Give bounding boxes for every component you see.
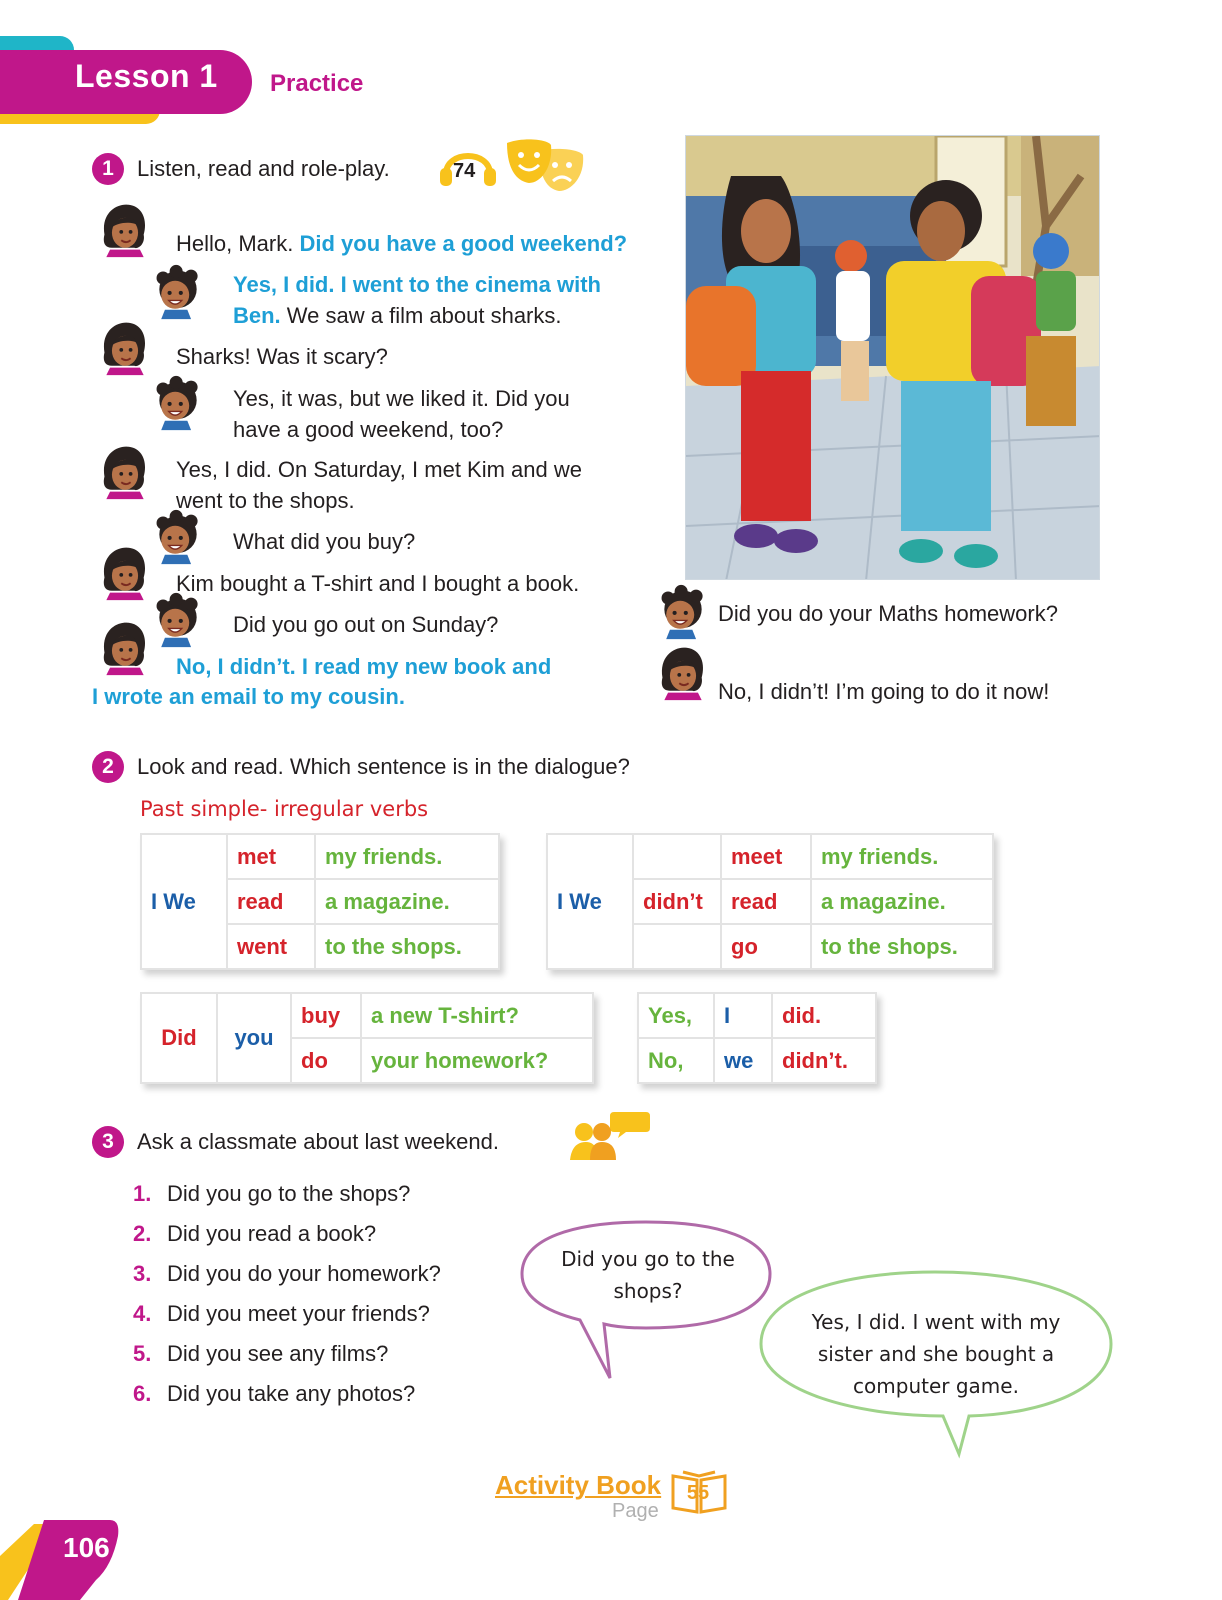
table-cell-empty xyxy=(633,924,721,969)
list-item-text: Did you see any films? xyxy=(167,1341,389,1366)
bubble-line: shops? xyxy=(613,1279,683,1303)
girl-speaker-icon xyxy=(97,543,153,603)
table-cell-object: to the shops. xyxy=(315,924,499,969)
dialogue-highlight: Did you have a good weekend? xyxy=(299,231,628,256)
dialogue-text: Hello, Mark. xyxy=(176,231,300,256)
list-item-number: 6. xyxy=(133,1381,152,1406)
table-cell-object: a magazine. xyxy=(315,879,499,924)
activity-book-page-label: Page xyxy=(612,1500,659,1522)
list-item-number: 3. xyxy=(133,1261,152,1286)
activity-book-link[interactable]: Activity Book xyxy=(495,1470,662,1500)
grammar-table-question xyxy=(140,992,594,1084)
task-number: 1 xyxy=(92,153,124,185)
list-item xyxy=(133,1174,441,1214)
list-item-text: Did you do your homework? xyxy=(167,1261,441,1286)
table-cell-verb: read xyxy=(721,879,811,924)
activity-book-page-number: 55 xyxy=(686,1482,710,1504)
dialogue-line: Sharks! Was it scary? xyxy=(176,344,388,369)
dialogue-text: Yes, I did. On Saturday, I met Kim and we xyxy=(176,457,582,482)
table-cell-answer: No, xyxy=(638,1038,714,1083)
dialogue-line xyxy=(176,228,627,259)
task-number: 2 xyxy=(92,751,124,783)
table-cell-verb: buy xyxy=(291,993,361,1038)
dialogue-line xyxy=(233,269,601,331)
speech-bubble-question-text xyxy=(538,1243,758,1307)
list-item-number: 5. xyxy=(133,1341,152,1366)
dialogue-line: Kim bought a T-shirt and I bought a book. xyxy=(176,571,580,596)
table-cell-subject: I xyxy=(714,993,772,1038)
boy-speaker-icon xyxy=(150,373,206,433)
table-cell-object: to the shops. xyxy=(811,924,993,969)
dialogue-text: We saw a film about sharks. xyxy=(280,303,562,328)
school-corridor-illustration xyxy=(685,135,1100,580)
list-item xyxy=(133,1374,441,1414)
dialogue-line: What did you buy? xyxy=(233,529,416,554)
table-cell-subject: we xyxy=(714,1038,772,1083)
dialogue-line: Did you go out on Sunday? xyxy=(233,612,499,637)
table-cell-subject: you xyxy=(217,993,291,1083)
table-cell-verb: go xyxy=(721,924,811,969)
table-cell-answer: Yes, xyxy=(638,993,714,1038)
girl-speaker-icon xyxy=(97,618,153,678)
table-cell-object: my friends. xyxy=(315,834,499,879)
list-item-number: 4. xyxy=(133,1301,152,1326)
audio-track-number: 74 xyxy=(453,160,476,182)
list-item xyxy=(133,1254,441,1294)
dialogue-highlight: No, I didn’t. I read my new book and xyxy=(176,654,552,679)
girl-speaker-icon xyxy=(97,442,153,502)
dialogue-highlight: Yes, I did. I went to the cinema with xyxy=(233,272,601,297)
bubble-line: Yes, I did. I went with my xyxy=(811,1310,1061,1334)
list-item-text: Did you read a book? xyxy=(167,1221,377,1246)
girl-speaker-icon xyxy=(655,643,711,703)
dialogue-text: went to the shops. xyxy=(176,488,355,513)
dialogue-text: have a good weekend, too? xyxy=(233,417,504,442)
dialogue-text: Yes, it was, but we liked it. Did you xyxy=(233,386,570,411)
list-item-text: Did you take any photos? xyxy=(167,1381,416,1406)
question-list xyxy=(133,1174,441,1414)
table-cell-aux: didn’t xyxy=(633,879,721,924)
table-cell-object: a new T-shirt? xyxy=(361,993,593,1038)
table-cell-verb: went xyxy=(227,924,315,969)
table-cell-verb: do xyxy=(291,1038,361,1083)
dialogue-highlight: Ben. xyxy=(233,303,281,328)
boy-speaker-icon xyxy=(150,590,206,650)
table-cell-verb: read xyxy=(227,879,315,924)
list-item xyxy=(133,1334,441,1374)
task-instruction: Listen, read and role-play. xyxy=(137,156,390,181)
table-cell-subject: I We xyxy=(141,834,227,969)
grammar-label: Past simple- irregular verbs xyxy=(140,797,429,821)
girl-speaker-icon xyxy=(97,318,153,378)
list-item-text: Did you meet your friends? xyxy=(167,1301,430,1326)
picture-dialogue-line: Did you do your Maths homework? xyxy=(718,601,1058,626)
boy-speaker-icon xyxy=(655,582,711,642)
bubble-line: Did you go to the xyxy=(561,1247,735,1271)
task-instruction: Look and read. Which sentence is in the dialogue? xyxy=(137,754,630,779)
table-cell-object: a magazine. xyxy=(811,879,993,924)
girl-speaker-icon xyxy=(97,200,153,260)
table-cell-object: your homework? xyxy=(361,1038,593,1083)
table-cell-aux: Did xyxy=(141,993,217,1083)
dialogue-highlight: I wrote an email to my cousin. xyxy=(92,684,405,709)
page-number: 106 xyxy=(63,1532,110,1563)
list-item-text: Did you go to the shops? xyxy=(167,1181,411,1206)
table-cell-verb: met xyxy=(227,834,315,879)
list-item xyxy=(133,1214,441,1254)
pair-talk-icon xyxy=(570,1110,650,1162)
boy-speaker-icon xyxy=(150,262,206,322)
dialogue-line xyxy=(176,454,582,516)
picture-dialogue-line: No, I didn’t! I’m going to do it now! xyxy=(718,679,1050,704)
table-cell-aux: did. xyxy=(772,993,876,1038)
table-cell-subject: I We xyxy=(547,834,633,969)
dialogue-line xyxy=(233,383,570,445)
list-item-number: 1. xyxy=(133,1181,152,1206)
bubble-line: computer game. xyxy=(853,1374,1019,1398)
task-number: 3 xyxy=(92,1126,124,1158)
lesson-title: Lesson 1 xyxy=(75,58,218,94)
boy-speaker-icon xyxy=(150,507,206,567)
grammar-table-affirmative xyxy=(140,833,500,970)
grammar-table-short-answers xyxy=(637,992,877,1084)
table-cell-object: my friends. xyxy=(811,834,993,879)
list-item-number: 2. xyxy=(133,1221,152,1246)
list-item xyxy=(133,1294,441,1334)
table-cell-aux: didn’t. xyxy=(772,1038,876,1083)
table-cell-empty xyxy=(633,834,721,879)
grammar-table-negative xyxy=(546,833,994,970)
bubble-line: sister and she bought a xyxy=(817,1342,1055,1366)
task-instruction: Ask a classmate about last weekend. xyxy=(137,1129,499,1154)
table-cell-verb: meet xyxy=(721,834,811,879)
speech-bubble-answer-text xyxy=(785,1306,1087,1402)
section-title: Practice xyxy=(270,70,364,97)
drama-masks-icon xyxy=(505,137,587,195)
